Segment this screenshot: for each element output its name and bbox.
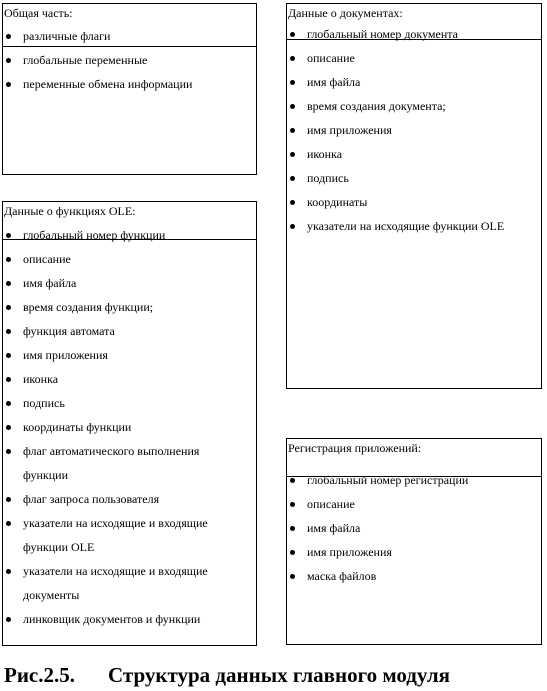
list-item-label: линковщик документов и функции — [23, 612, 201, 626]
list-item-label: функции OLE — [23, 540, 95, 554]
bullet-icon — [290, 128, 295, 133]
list-item-label: переменные обмена информации — [23, 77, 193, 91]
bullet-icon — [6, 281, 11, 286]
list-item-label: глобальный номер документа — [307, 27, 458, 41]
ole-functions-title: Данные о функциях OLE: — [4, 204, 136, 218]
list-item-label: описание — [23, 252, 71, 266]
bullet-icon — [6, 329, 11, 334]
list-item-label: координаты функции — [23, 420, 132, 434]
list-item-label: имя приложения — [307, 123, 392, 137]
bullet-icon — [6, 521, 11, 526]
list-item-label: время создания документа; — [307, 99, 446, 113]
bullet-icon — [290, 80, 295, 85]
list-item-label: имя файла — [307, 75, 361, 89]
list-item-label: имя файла — [23, 276, 77, 290]
bullet-icon — [290, 526, 295, 531]
ole-functions-box — [2, 201, 257, 646]
list-item-label: подпись — [307, 171, 349, 185]
bullet-icon — [290, 478, 295, 483]
list-item-label: глобальный номер регистрации — [307, 473, 469, 487]
bullet-icon — [290, 502, 295, 507]
bullet-icon — [290, 574, 295, 579]
list-item-label: подпись — [23, 396, 65, 410]
list-item-label: координаты — [307, 195, 368, 209]
list-item-label: различные флаги — [23, 29, 111, 43]
list-item-label: маска файлов — [307, 569, 377, 583]
list-item-label: иконка — [307, 147, 343, 161]
bullet-icon — [6, 305, 11, 310]
bullet-icon — [6, 58, 11, 63]
list-item-label: указатели на исходящие и входящие — [23, 516, 208, 530]
bullet-icon — [6, 353, 11, 358]
bullet-icon — [290, 32, 295, 37]
list-item-label: иконка — [23, 372, 59, 386]
bullet-icon — [290, 56, 295, 61]
list-item-label: описание — [307, 51, 355, 65]
bullet-icon — [6, 497, 11, 502]
bullet-icon — [6, 401, 11, 406]
bullet-icon — [6, 425, 11, 430]
list-item-label: указатели на исходящие функции OLE — [307, 219, 505, 233]
bullet-icon — [6, 82, 11, 87]
documents-box — [286, 3, 542, 389]
figure-title: Структура данных главного модуля — [108, 663, 451, 687]
bullet-icon — [6, 617, 11, 622]
bullet-icon — [290, 152, 295, 157]
bullet-icon — [6, 569, 11, 574]
figure-number: Рис.2.5. — [4, 663, 75, 687]
bullet-icon — [6, 257, 11, 262]
bullet-icon — [290, 224, 295, 229]
documents-title: Данные о документах: — [288, 6, 403, 20]
figure-caption — [4, 662, 450, 688]
list-item-label: имя файла — [307, 521, 361, 535]
bullet-icon — [290, 176, 295, 181]
bullet-icon — [290, 104, 295, 109]
bullet-icon — [6, 449, 11, 454]
list-item-label: имя приложения — [23, 348, 108, 362]
bullet-icon — [290, 550, 295, 555]
bullet-icon — [290, 200, 295, 205]
list-item-label: глобальные переменные — [23, 53, 148, 67]
list-item-label: время создания функции; — [23, 300, 154, 314]
app-registration-title: Регистрация приложений: — [288, 441, 422, 455]
list-item-label: документы — [23, 588, 80, 602]
list-item-label: глобальный номер функции — [23, 228, 166, 242]
list-item-label: функция автомата — [23, 324, 115, 338]
app-registration-box — [286, 438, 542, 645]
list-item-label: флаг запроса пользователя — [23, 492, 160, 506]
bullet-icon — [6, 377, 11, 382]
general-part-title: Общая часть: — [4, 6, 73, 20]
general-part-box — [2, 3, 257, 175]
list-item-label: функции — [23, 468, 68, 482]
list-item-label: имя приложения — [307, 545, 392, 559]
bullet-icon — [6, 233, 11, 238]
list-item-label: указатели на исходящие и входящие — [23, 564, 208, 578]
list-item-label: флаг автоматического выполнения — [23, 444, 200, 458]
list-item-label: описание — [307, 497, 355, 511]
bullet-icon — [6, 34, 11, 39]
